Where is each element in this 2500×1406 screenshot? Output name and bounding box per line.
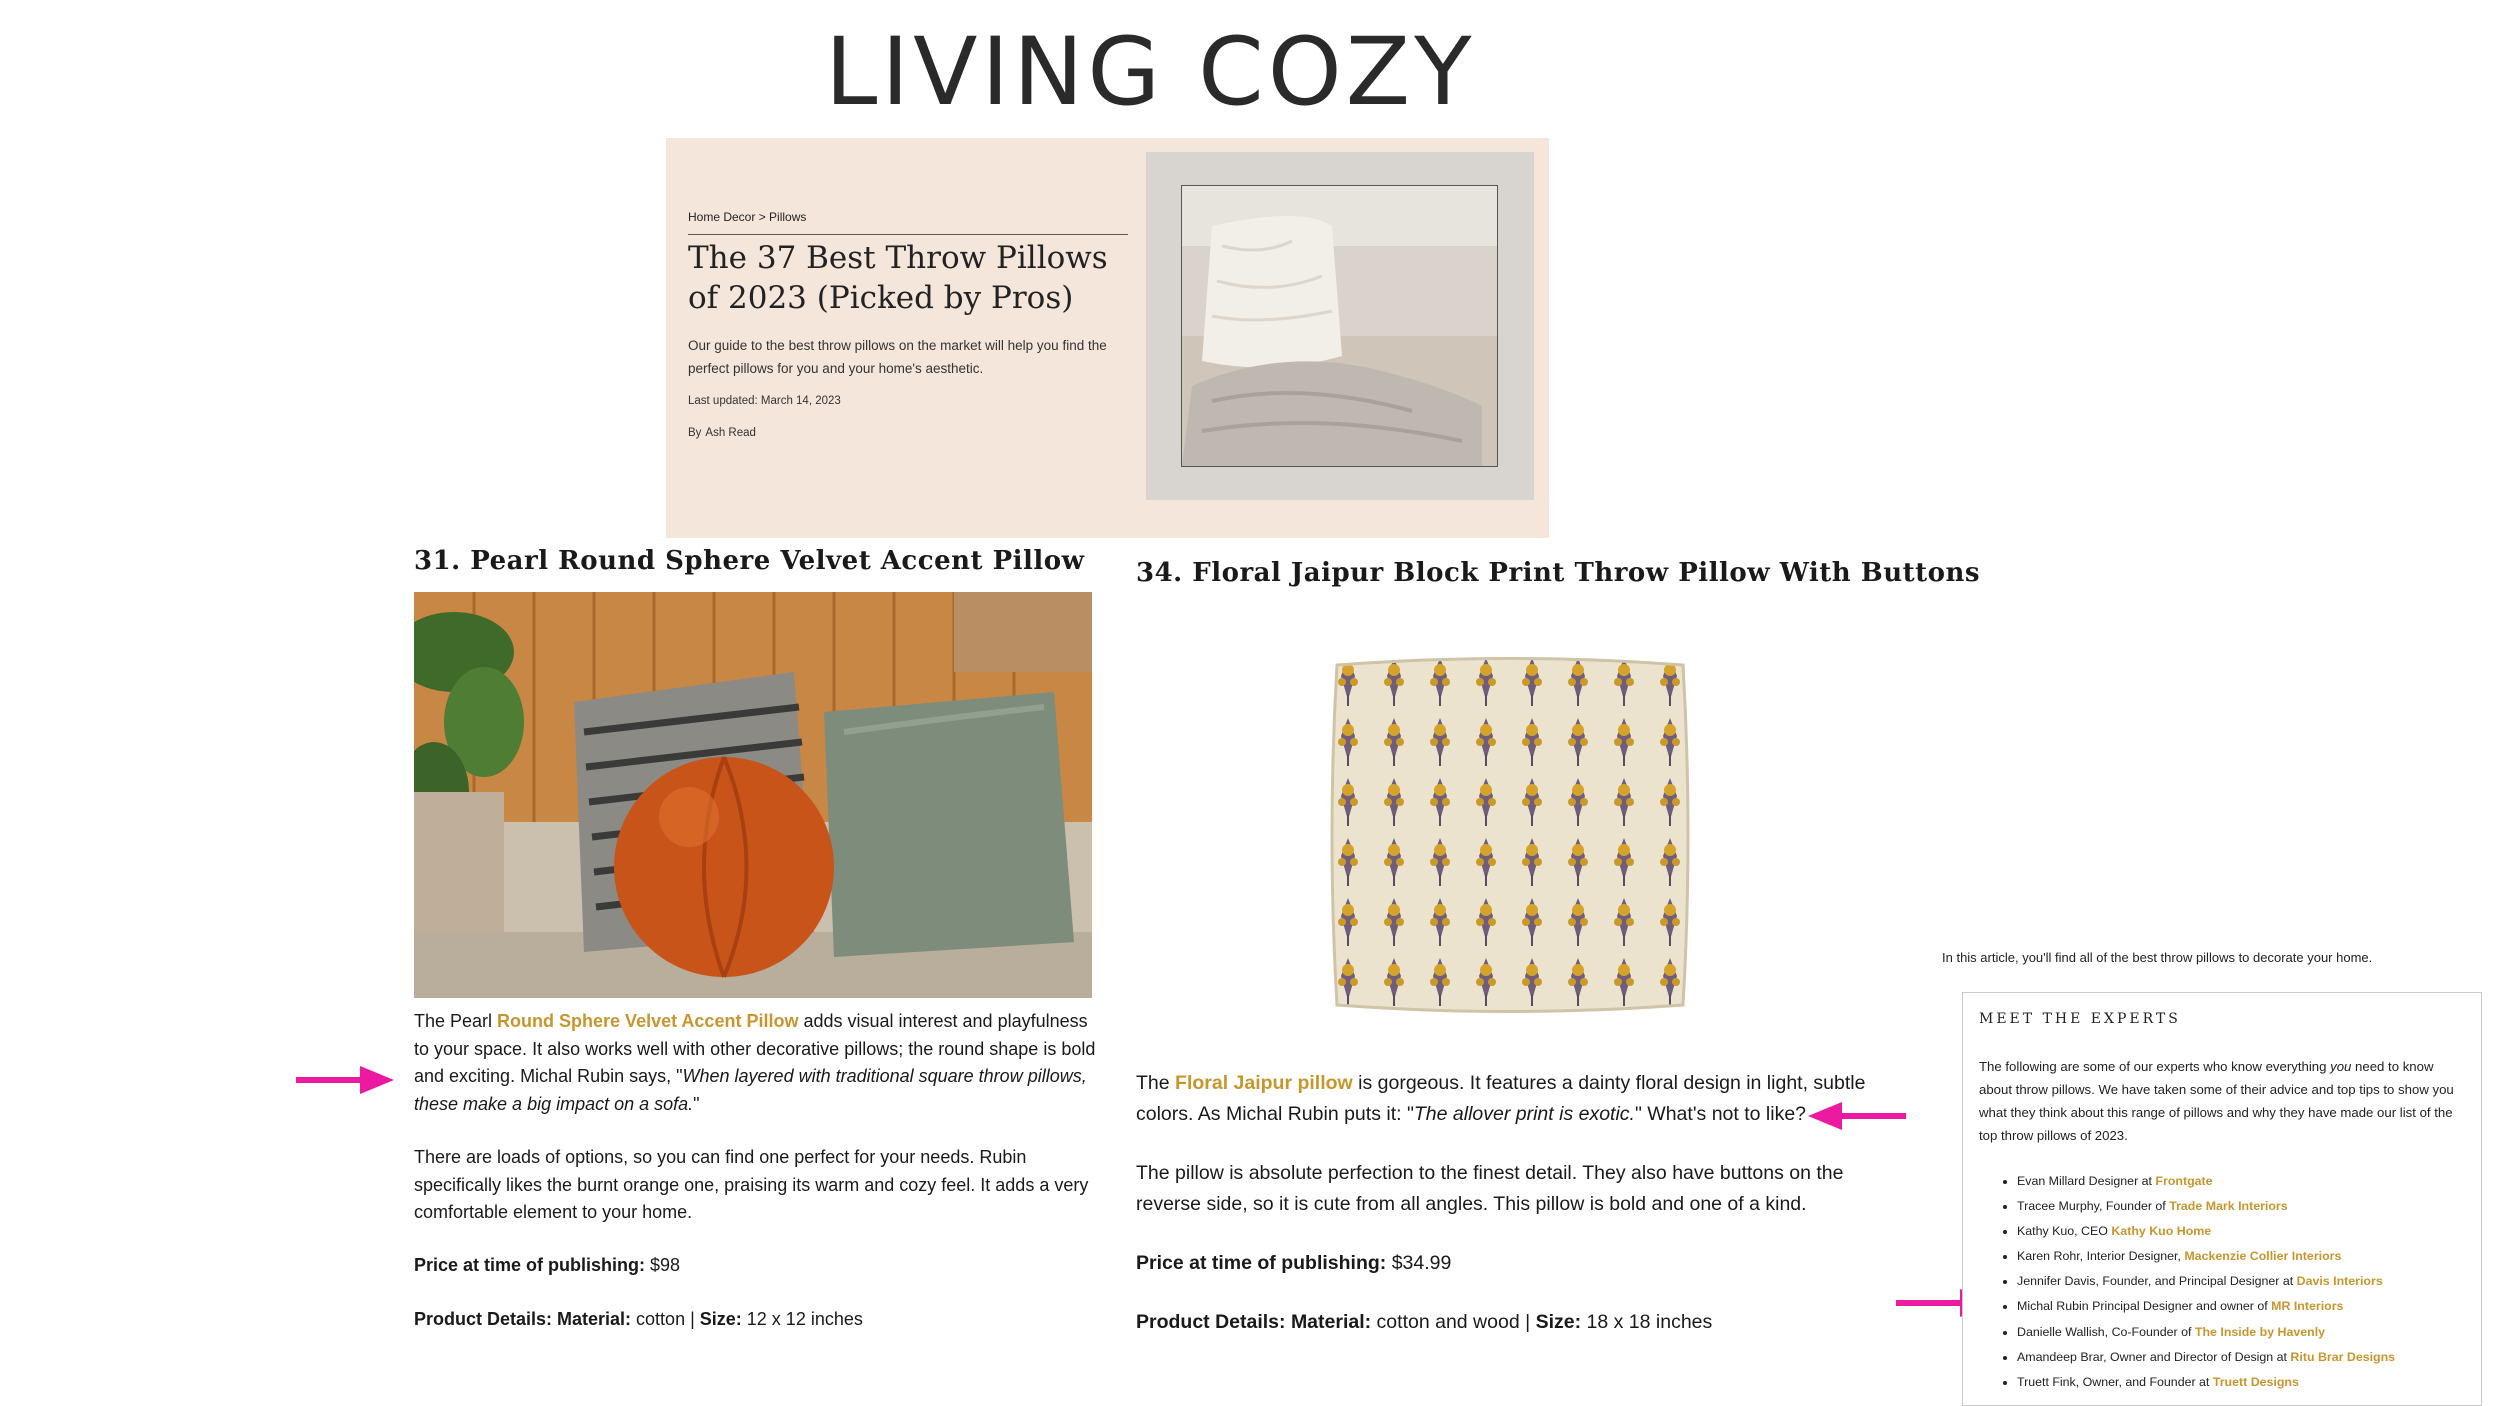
text: The following are some of our experts who know everything <box>1979 1059 2331 1074</box>
price-label: Price at time of publishing: <box>1136 1252 1387 1274</box>
hero-image <box>1181 185 1498 467</box>
author-link[interactable]: Ash Read <box>705 427 756 439</box>
details-label: Product Details: Material: <box>1136 1311 1372 1333</box>
list-item <box>2017 1320 2487 1345</box>
price-value: $34.99 <box>1386 1252 1452 1274</box>
site-logo[interactable]: LIVING COZY <box>825 18 1476 127</box>
expert-company-link[interactable]: Mackenzie Collier Interiors <box>2184 1249 2342 1264</box>
expert-name: Evan Millard Designer at <box>2017 1174 2156 1188</box>
hero-divider <box>688 234 1128 235</box>
material-value: cotton and wood | <box>1371 1311 1536 1333</box>
byline <box>688 427 756 439</box>
article-title: The 37 Best Throw Pillows of 2023 (Picked by Pros) <box>688 240 1108 316</box>
price-value: $98 <box>645 1255 681 1275</box>
item-31-details <box>414 1306 1104 1334</box>
experts-intro <box>1979 1055 2469 1147</box>
byline-prefix: By <box>688 427 702 439</box>
expert-name: Michal Rubin Principal Designer and owner of <box>2017 1299 2272 1314</box>
article-hero <box>666 138 1549 538</box>
text: need to know about throw pillows. We have taken some of their advice and top tips to show you what they think about this range of pillows and why they have made our list of the top throw pillows of 2023. <box>1979 1059 2454 1143</box>
item-34-details <box>1136 1307 1896 1338</box>
size-label: Size: <box>699 1309 742 1329</box>
article-description: Our guide to the best throw pillows on the market will help you find the perfect pillows for you and your home's aesthetic. <box>688 338 1107 376</box>
item-31-title: 31. Pearl Round Sphere Velvet Accent Pillow <box>414 546 1085 576</box>
emphasis: you <box>2330 1059 2352 1074</box>
size-value: 12 x 12 inches <box>741 1309 863 1329</box>
expert-company-link[interactable]: Davis Interiors <box>2296 1274 2383 1289</box>
item-31-price <box>414 1252 1104 1280</box>
quote: The allover print is exotic. <box>1413 1102 1635 1125</box>
list-item <box>2017 1370 2487 1395</box>
text: is gorgeous. It features a dainty floral design in light, subtle colors. As Michal Rubin puts it: " <box>1136 1072 1866 1125</box>
last-updated: Last updated: March 14, 2023 <box>688 395 841 407</box>
size-label: Size: <box>1535 1311 1582 1333</box>
expert-company-link[interactable]: Trade Mark Interiors <box>2169 1199 2288 1214</box>
item-34-paragraph-2: The pillow is absolute perfection to the finest detail. They also have buttons on the reverse side, so it is cute from all angles. This pillow is bold and one of a kind. <box>1136 1162 1844 1215</box>
item-34-title: 34. Floral Jaipur Block Print Throw Pillow With Buttons <box>1136 558 1981 588</box>
text: The <box>1136 1072 1176 1094</box>
list-item <box>2017 1269 2487 1294</box>
price-label: Price at time of publishing: <box>414 1255 646 1275</box>
item-31-paragraph-1 <box>414 1008 1104 1118</box>
list-item <box>2017 1219 2487 1244</box>
item-31-photo <box>414 592 1092 998</box>
expert-company-link[interactable]: Ritu Brar Designs <box>2290 1349 2396 1364</box>
expert-company-link[interactable]: MR Interiors <box>2271 1299 2344 1314</box>
expert-name: Tracee Murphy, Founder of <box>2017 1199 2170 1214</box>
item-34-paragraph-1 <box>1136 1068 1896 1129</box>
meet-the-experts-box <box>1962 992 2482 1406</box>
expert-name: Kathy Kuo, CEO <box>2017 1224 2112 1239</box>
expert-company-link[interactable]: Frontgate <box>2155 1174 2213 1188</box>
list-item <box>2017 1244 2487 1269</box>
size-value: 18 x 18 inches <box>1581 1311 1713 1333</box>
item-34-price <box>1136 1248 1896 1279</box>
expert-company-link[interactable]: Truett Designs <box>2212 1374 2299 1389</box>
text: " What's not to like? <box>1634 1102 1807 1125</box>
item-34-photo <box>1325 650 1695 1020</box>
expert-name: Danielle Wallish, Co-Founder of <box>2017 1324 2195 1339</box>
quote: When layered with traditional square throw pillows, these make a big impact on a sofa. <box>414 1066 1087 1114</box>
expert-company-link[interactable]: The Inside by Havenly <box>2194 1324 2326 1339</box>
expert-company-link[interactable]: Kathy Kuo Home <box>2111 1224 2212 1239</box>
hero-image-frame <box>1146 152 1534 500</box>
expert-name: Amandeep Brar, Owner and Director of Design at <box>2017 1349 2291 1364</box>
arrow-left-icon <box>1808 1100 1906 1132</box>
expert-name: Truett Fink, Owner, and Founder at <box>2017 1374 2213 1389</box>
text: adds visual interest and playfulness to your space. It also works well with other decorative pillows; the round shape is bold and exciting. Michal Rubin says, " <box>414 1011 1096 1086</box>
material-value: cotton | <box>631 1309 700 1329</box>
text: The Pearl <box>414 1011 498 1031</box>
expert-name: Karen Rohr, Interior Designer, <box>2017 1249 2185 1264</box>
experts-list <box>1999 1169 2487 1395</box>
item-31-product-link[interactable]: Round Sphere Velvet Accent Pillow <box>497 1011 799 1031</box>
list-item <box>2017 1169 2487 1194</box>
item-34-product-link[interactable]: Floral Jaipur pillow <box>1175 1072 1353 1094</box>
list-item <box>2017 1294 2487 1319</box>
expert-name: Jennifer Davis, Founder, and Principal Designer at <box>2017 1274 2297 1289</box>
breadcrumb[interactable]: Home Decor > Pillows <box>688 210 807 224</box>
experts-heading: MEET THE EXPERTS <box>1979 1011 2181 1027</box>
list-item <box>2017 1345 2487 1370</box>
arrow-right-icon <box>296 1064 394 1096</box>
details-label: Product Details: Material: <box>414 1309 632 1329</box>
item-31-paragraph-2: There are loads of options, so you can find one perfect for your needs. Rubin specifically likes the burnt orange one, praising its warm and cozy feel. It adds a very comfortable element to your home. <box>414 1147 1089 1222</box>
text: " <box>693 1093 700 1114</box>
list-item <box>2017 1194 2487 1219</box>
article-intro: In this article, you'll find all of the best throw pillows to decorate your home. <box>1942 950 2373 965</box>
